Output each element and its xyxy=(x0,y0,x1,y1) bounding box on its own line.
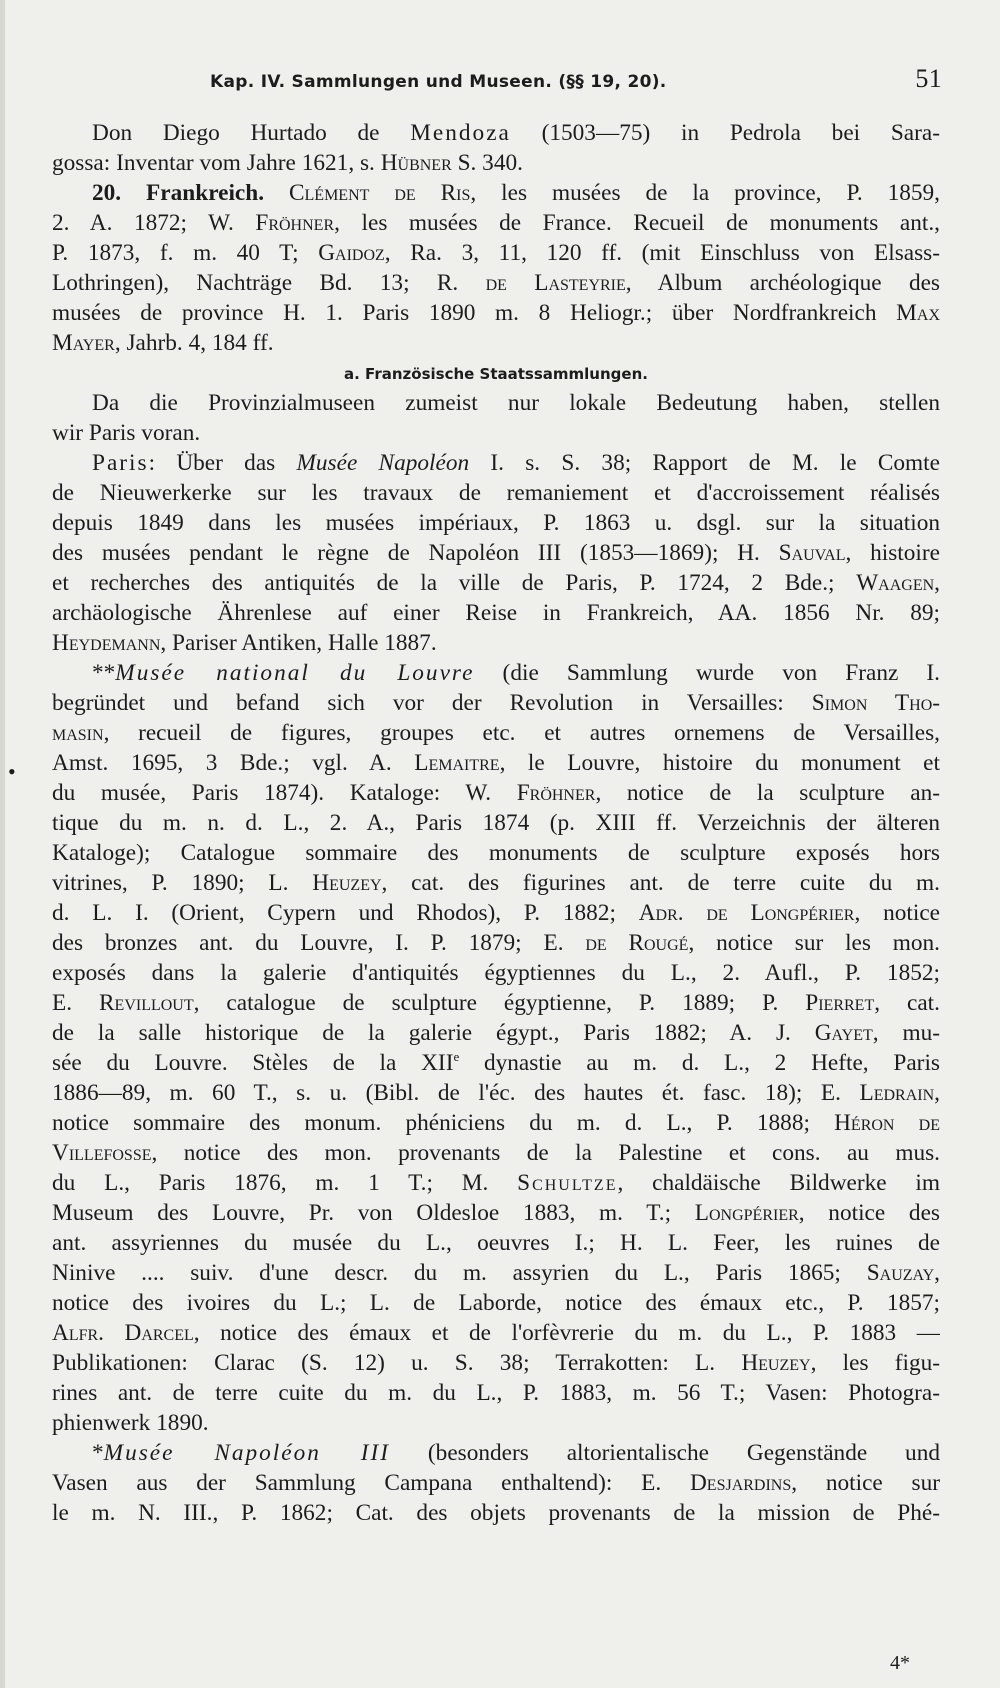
text-line xyxy=(52,598,940,628)
text-run: dynastie au m. d. L., 2 Hefte, Paris xyxy=(459,1050,940,1076)
text-line xyxy=(52,1468,940,1498)
text-run: : Über das xyxy=(148,450,297,476)
text-line xyxy=(52,928,940,958)
text-run: , notice xyxy=(854,900,940,926)
text-line xyxy=(52,1138,940,1168)
text-run: Don Diego Hurtado de xyxy=(92,120,411,146)
text-run: rines ant. de terre cuite du m. du L., P. 1883, m. 56 T.; Vasen: Photogra- xyxy=(52,1380,940,1406)
text-run: d. L. I. (Orient, Cypern und Rhodos), P. 1882; xyxy=(52,900,639,926)
text-run: , mu- xyxy=(872,1020,940,1046)
text-run: Musée Napoléon III xyxy=(103,1440,391,1466)
text-line xyxy=(52,448,940,478)
text-line xyxy=(52,838,940,868)
text-run: , notice sur les mon. xyxy=(688,930,940,956)
text-run: Max xyxy=(896,300,940,326)
text-run: 1886—89, m. 60 T., s. u. (Bibl. de l'éc. des hautes ét. fasc. 18); E. xyxy=(52,1080,860,1106)
text-line xyxy=(52,1198,940,1228)
text-run: , les musées de France. Recueil de monuments ant., xyxy=(334,210,940,236)
running-head: Kap. IV. Sammlungen und Museen. (§§ 19, 20). xyxy=(210,72,667,92)
text-run: , xyxy=(934,1260,940,1286)
text-run: ** xyxy=(92,660,116,686)
text-run: , notice des xyxy=(798,1200,940,1226)
text-line xyxy=(52,478,940,508)
text-line xyxy=(52,388,940,418)
text-run: phienwerk 1890. xyxy=(52,1410,209,1436)
text-line xyxy=(52,1078,940,1108)
text-run: E. xyxy=(52,990,100,1016)
text-run: e xyxy=(453,1049,460,1065)
text-run: * xyxy=(92,1440,104,1466)
text-run: Museum des Louvre, Pr. von Oldesloe 1883, m. T.; xyxy=(52,1200,695,1226)
text-run: Pierret xyxy=(805,990,875,1016)
text-run: Gayet xyxy=(814,1020,873,1046)
text-run: de Rougé xyxy=(585,930,689,956)
page-number: 51 xyxy=(915,64,942,93)
text-run: , les figu- xyxy=(810,1350,940,1376)
text-line xyxy=(52,1258,940,1288)
text-run: Schultze xyxy=(517,1170,618,1196)
text-line xyxy=(52,1048,940,1078)
text-run: , cat. xyxy=(874,990,940,1016)
text-run: , Ra. 3, 11, 120 ff. (mit Einschluss von Elsass- xyxy=(384,240,940,266)
text-run: (besonders altorientalische Gegenstände und xyxy=(390,1440,940,1466)
text-run: Hübner xyxy=(380,150,452,176)
text-run: musées de province H. 1. Paris 1890 m. 8 Heliogr.; über Nordfrankreich xyxy=(52,300,897,326)
text-line xyxy=(52,148,940,178)
text-run: Desjardins xyxy=(689,1470,792,1496)
text-line xyxy=(52,778,940,808)
text-run: Musée national du Louvre xyxy=(115,660,475,686)
text-run: Sauzay xyxy=(866,1260,935,1286)
text-line xyxy=(52,1168,940,1198)
text-line xyxy=(52,508,940,538)
text-line xyxy=(52,1108,940,1138)
text-line xyxy=(52,1318,940,1348)
text-line xyxy=(52,628,940,658)
text-line xyxy=(52,1408,940,1438)
text-run: Clément de Ris xyxy=(289,180,471,206)
text-run: tique du m. n. d. L., 2. A., Paris 1874 (p. XIII ff. Verzeichnis der älteren xyxy=(52,810,940,836)
text-run: I. s. S. 38; Rapport de M. le Comte xyxy=(469,450,940,476)
text-run: le m. N. III., P. 1862; Cat. des objets provenants de la mission de Phé- xyxy=(52,1500,940,1526)
text-run xyxy=(264,180,289,206)
text-run: , Pariser Antiken, Halle 1887. xyxy=(160,630,437,656)
text-line xyxy=(52,868,940,898)
text-run: (1503—75) in Pedrola bei Sara- xyxy=(510,120,940,146)
text-run: , les musées de la province, P. 1859, xyxy=(470,180,940,206)
text-run: Héron de xyxy=(834,1110,940,1136)
text-run: Fröhner xyxy=(516,780,596,806)
text-run: , notice de la sculpture an- xyxy=(595,780,940,806)
text-run: Fröhner xyxy=(255,210,335,236)
text-run: Gaidoz xyxy=(318,240,385,266)
text-line xyxy=(52,238,940,268)
text-run: Heydemann xyxy=(52,630,161,656)
page-edge xyxy=(0,0,5,1688)
text-line xyxy=(52,808,940,838)
text-run: 2. A. 1872; W. xyxy=(52,210,256,236)
text-run: exposés dans la galerie d'antiquités égyptiennes du L., 2. Aufl., P. 1852; xyxy=(52,960,940,986)
text-run: , xyxy=(934,570,940,596)
text-run: Vasen aus der Sammlung Campana enthaltend): E. xyxy=(52,1470,690,1496)
text-run: 20. Frankreich. xyxy=(92,180,265,206)
text-run: , recueil de figures, groupes etc. et autres ornemens de Versailles, xyxy=(103,720,940,746)
text-run: sée du Louvre. Stèles de la XII xyxy=(52,1050,454,1076)
text-run: Longpérier xyxy=(694,1200,799,1226)
text-run: Publikationen: Clarac (S. 12) u. S. 38; Terrakotten: L. xyxy=(52,1350,742,1376)
text-run: Mendoza xyxy=(410,120,511,146)
text-line xyxy=(52,1018,940,1048)
text-run: ant. assyriennes du musée du L., oeuvres I.; H. L. Feer, les ruines de xyxy=(52,1230,940,1256)
text-line xyxy=(52,538,940,568)
margin-mark: • xyxy=(8,759,16,784)
text-run: , xyxy=(934,1080,940,1106)
text-line xyxy=(52,208,940,238)
text-run: , notice sur xyxy=(791,1470,940,1496)
text-run: notice sommaire des monum. phéniciens du m. d. L., P. 1888; xyxy=(52,1110,835,1136)
text-line xyxy=(52,1288,940,1318)
text-run: et recherches des antiquités de la ville de Paris, P. 1724, 2 Bde.; xyxy=(52,570,857,596)
text-line xyxy=(52,1228,940,1258)
text-run: du musée, Paris 1874). Kataloge: W. xyxy=(52,780,517,806)
text-run: Adr. de Longpérier xyxy=(638,900,855,926)
text-run: , notice des mon. provenants de la Palestine et cons. au mus. xyxy=(151,1140,940,1166)
text-run: de la salle historique de la galerie égypt., Paris 1882; A. J. xyxy=(52,1020,815,1046)
text-run: Lemaitre xyxy=(414,750,500,776)
text-run: Da die Provinzialmuseen zumeist nur lokale Bedeutung haben, stellen xyxy=(92,390,940,416)
text-run: , histoire xyxy=(845,540,940,566)
text-run: Musée Napoléon xyxy=(296,450,470,476)
text-run: Kataloge); Catalogue sommaire des monuments de sculpture exposés hors xyxy=(52,840,940,866)
text-run: Heuzey xyxy=(312,870,382,896)
text-run: Ninive .... suiv. d'une descr. du m. assyrien du L., Paris 1865; xyxy=(52,1260,867,1286)
text-line xyxy=(52,1498,940,1528)
section-subheading: a. Französische Staatssammlungen. xyxy=(344,365,648,383)
text-line xyxy=(52,898,940,928)
text-run: Lothringen), Nachträge Bd. 13; R. xyxy=(52,270,486,296)
text-run: Simon Tho- xyxy=(811,690,940,716)
text-line xyxy=(52,988,940,1018)
text-run: P. 1873, f. m. 40 T; xyxy=(52,240,319,266)
text-run: masin xyxy=(52,720,104,746)
text-run: , cat. des figurines ant. de terre cuite du m. xyxy=(381,870,940,896)
text-line xyxy=(52,718,940,748)
text-line xyxy=(52,418,940,448)
text-line xyxy=(52,568,940,598)
text-run: , notice des émaux et de l'orfèvrerie du m. du L., P. 1883 — xyxy=(193,1320,940,1346)
text-run: de Lasteyrie xyxy=(485,270,626,296)
text-run: Mayer xyxy=(52,330,115,356)
text-run: Revillout xyxy=(99,990,194,1016)
text-run: , chaldäische Bildwerke im xyxy=(617,1170,940,1196)
text-line xyxy=(52,748,940,778)
text-run: notice des ivoires du L.; L. de Laborde, notice des émaux etc., P. 1857; xyxy=(52,1290,940,1316)
text-run: archäologische Ährenlese auf einer Reise in Frankreich, AA. 1856 Nr. 89; xyxy=(52,600,940,626)
text-line xyxy=(52,958,940,988)
text-run: gossa: Inventar vom Jahre 1621, s. xyxy=(52,150,381,176)
text-run: Waagen xyxy=(856,570,935,596)
text-run: Alfr. Darcel xyxy=(52,1320,194,1346)
text-line xyxy=(52,268,940,298)
text-run: (die Sammlung wurde von Franz I. xyxy=(474,660,940,686)
text-run: de Nieuwerkerke sur les travaux de remaniement et d'accroissement réalisés xyxy=(52,480,940,506)
text-line xyxy=(52,178,940,208)
page-header xyxy=(210,64,942,100)
text-run: , Jahrb. 4, 184 ff. xyxy=(114,330,274,356)
text-run: S. 340. xyxy=(451,150,523,176)
text-run: , catalogue de sculpture égyptienne, P. 1889; P. xyxy=(193,990,806,1016)
text-line xyxy=(52,1378,940,1408)
text-line xyxy=(52,658,940,688)
text-line xyxy=(52,1438,940,1468)
text-line xyxy=(52,328,940,358)
text-run: des bronzes ant. du Louvre, I. P. 1879; E. xyxy=(52,930,586,956)
text-run: Paris xyxy=(92,450,149,476)
text-run: depuis 1849 dans les musées impériaux, P. 1863 u. dsgl. sur la situation xyxy=(52,510,940,536)
text-line xyxy=(52,118,940,148)
text-run: wir Paris voran. xyxy=(52,420,201,446)
text-run: begründet und befand sich vor der Revolution in Versailles: xyxy=(52,690,812,716)
text-run: Amst. 1695, 3 Bde.; vgl. A. xyxy=(52,750,415,776)
text-line xyxy=(52,298,940,328)
text-line xyxy=(52,688,940,718)
text-run: Sauval xyxy=(778,540,846,566)
text-run: vitrines, P. 1890; L. xyxy=(52,870,313,896)
text-run: Villefosse xyxy=(52,1140,152,1166)
text-run: , Album archéologique des xyxy=(625,270,940,296)
text-run: Ledrain xyxy=(859,1080,935,1106)
signature-mark: 4* xyxy=(890,1652,910,1674)
text-run: Heuzey xyxy=(741,1350,811,1376)
text-line xyxy=(52,1348,940,1378)
text-run: du L., Paris 1876, m. 1 T.; M. xyxy=(52,1170,518,1196)
text-run: des musées pendant le règne de Napoléon III (1853—1869); H. xyxy=(52,540,779,566)
text-run: , le Louvre, histoire du monument et xyxy=(499,750,940,776)
page-body xyxy=(52,118,940,1528)
